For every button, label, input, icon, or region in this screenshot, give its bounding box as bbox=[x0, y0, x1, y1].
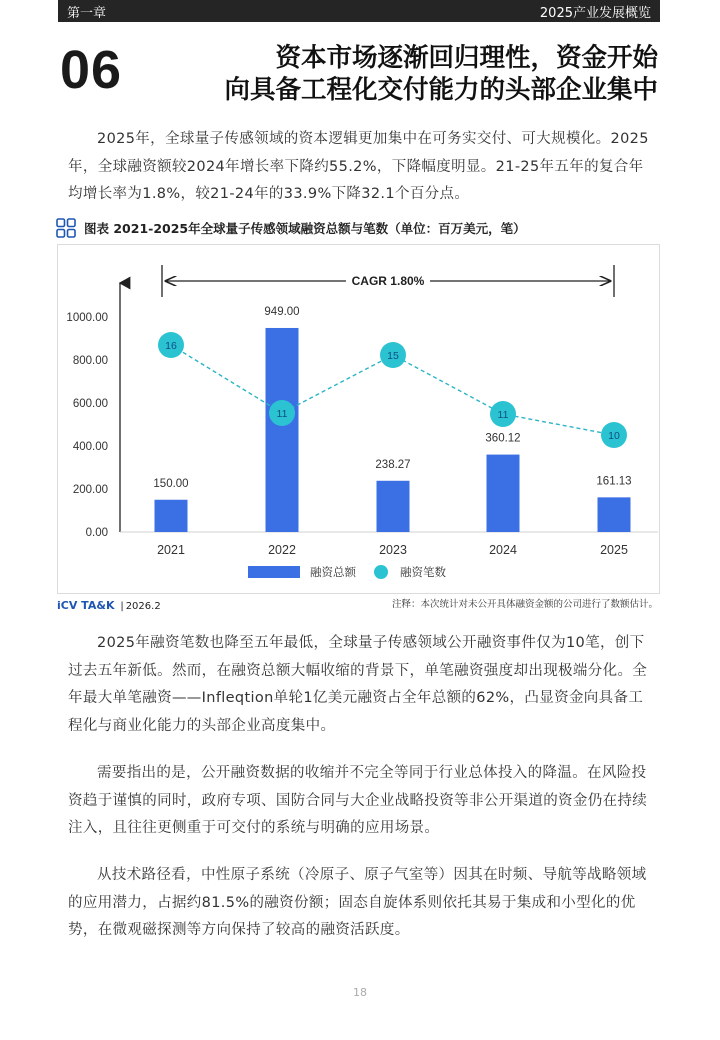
report-title: 2025产业发展概览 bbox=[539, 5, 651, 21]
count-label: 16 bbox=[165, 340, 177, 352]
count-label: 10 bbox=[608, 430, 620, 442]
bar-value-label: 150.00 bbox=[153, 477, 189, 490]
source-label: iCV TA&K bbox=[57, 599, 115, 612]
paragraph-3: 需要指出的是，公开融资数据的收缩并不完全等同于行业总体投入的降温。在风险投资趋于谨慎的同时，政府专项、国防合同与大企业战略投资等非公开渠道的资金仍在持续注入，且往往更侧重于可交付的系统与明确的应用场景。 bbox=[68, 765, 648, 836]
x-tick-label: 2024 bbox=[489, 543, 517, 557]
funding-chart bbox=[58, 245, 661, 595]
bar-value-label: 161.13 bbox=[596, 475, 632, 488]
y-tick-label: 600.00 bbox=[72, 398, 108, 410]
legend-bar-swatch bbox=[248, 566, 300, 578]
chapter-label: 第一章 bbox=[67, 5, 107, 21]
source-date: 2026.2 bbox=[125, 601, 161, 612]
y-tick-label: 800.00 bbox=[72, 355, 108, 367]
x-tick-label: 2023 bbox=[379, 543, 407, 557]
y-tick-label: 0.00 bbox=[85, 527, 108, 539]
bar-value-label: 238.27 bbox=[375, 458, 411, 471]
count-label: 11 bbox=[497, 409, 509, 421]
y-tick-label: 200.00 bbox=[72, 484, 108, 496]
cagr-label: CAGR 1.80% bbox=[351, 274, 425, 288]
headline-line-2: 向具备工程化交付能力的头部企业集中 bbox=[224, 75, 658, 105]
y-tick-label: 1000.00 bbox=[66, 312, 108, 324]
x-tick-label: 2021 bbox=[157, 543, 185, 557]
x-tick-label: 2022 bbox=[268, 543, 296, 557]
bar bbox=[598, 497, 631, 532]
figure-title-text: 图表 2021-2025年全球量子传感领域融资总额与笔数（单位：百万美元，笔） bbox=[84, 221, 526, 236]
x-tick-label: 2025 bbox=[600, 543, 628, 557]
bar bbox=[266, 328, 299, 532]
bar bbox=[487, 455, 520, 532]
paragraph-4: 从技术路径看，中性原子系统（冷原子、原子气室等）因其在时频、导航等战略领域的应用潜力，占据约81.5%的融资份额；固态自旋体系则依托其易于集成和小型化的优势，在微观磁探测等方向保持了较高的融资活跃度。 bbox=[68, 867, 647, 938]
count-label: 11 bbox=[276, 408, 288, 420]
bar bbox=[377, 481, 410, 532]
figure-title bbox=[56, 217, 526, 239]
chart-container bbox=[57, 244, 660, 594]
figure-note: 注释：本次统计对未公开具体融资金额的公司进行了数额估计。 bbox=[391, 599, 658, 610]
header-bar bbox=[58, 0, 660, 22]
figure-source: iCV TA&K | 2026.2 bbox=[57, 599, 161, 612]
bar bbox=[155, 500, 188, 532]
bar-value-label: 360.12 bbox=[485, 432, 521, 445]
grid-icon bbox=[56, 218, 76, 238]
legend-dot-label: 融资笔数 bbox=[400, 565, 446, 579]
y-tick-label: 400.00 bbox=[72, 441, 108, 453]
paragraph-1: 2025年，全球量子传感领域的资本逻辑更加集中在可务实交付、可大规模化。2025年，全球融资额较2024年增长率下降约55.2%，下降幅度明显。21-25年五年的复合年均增长率为1.8%，较21-24年的33.9%下降32.1个百分点。 bbox=[68, 131, 649, 202]
section-number: 06 bbox=[60, 40, 123, 100]
legend-bar-label: 融资总额 bbox=[310, 565, 356, 579]
page-number: 18 bbox=[353, 986, 367, 999]
section-headline bbox=[224, 42, 658, 106]
headline-line-1: 资本市场逐渐回归理性，资金开始 bbox=[275, 43, 658, 73]
paragraph-2: 2025年融资笔数也降至五年最低，全球量子传感领域公开融资事件仅为10笔，创下过去五年新低。然而，在融资总额大幅收缩的背景下，单笔融资强度却出现极端分化。全年最大单笔融资——Infleqtion单轮1亿美元融资占全年总额的62%，凸显资金向具备工程化与商业化能力的头部企业高度集中。 bbox=[68, 635, 648, 734]
bar-value-label: 949.00 bbox=[264, 305, 300, 318]
count-label: 15 bbox=[387, 350, 399, 362]
legend-dot-swatch bbox=[374, 565, 388, 579]
